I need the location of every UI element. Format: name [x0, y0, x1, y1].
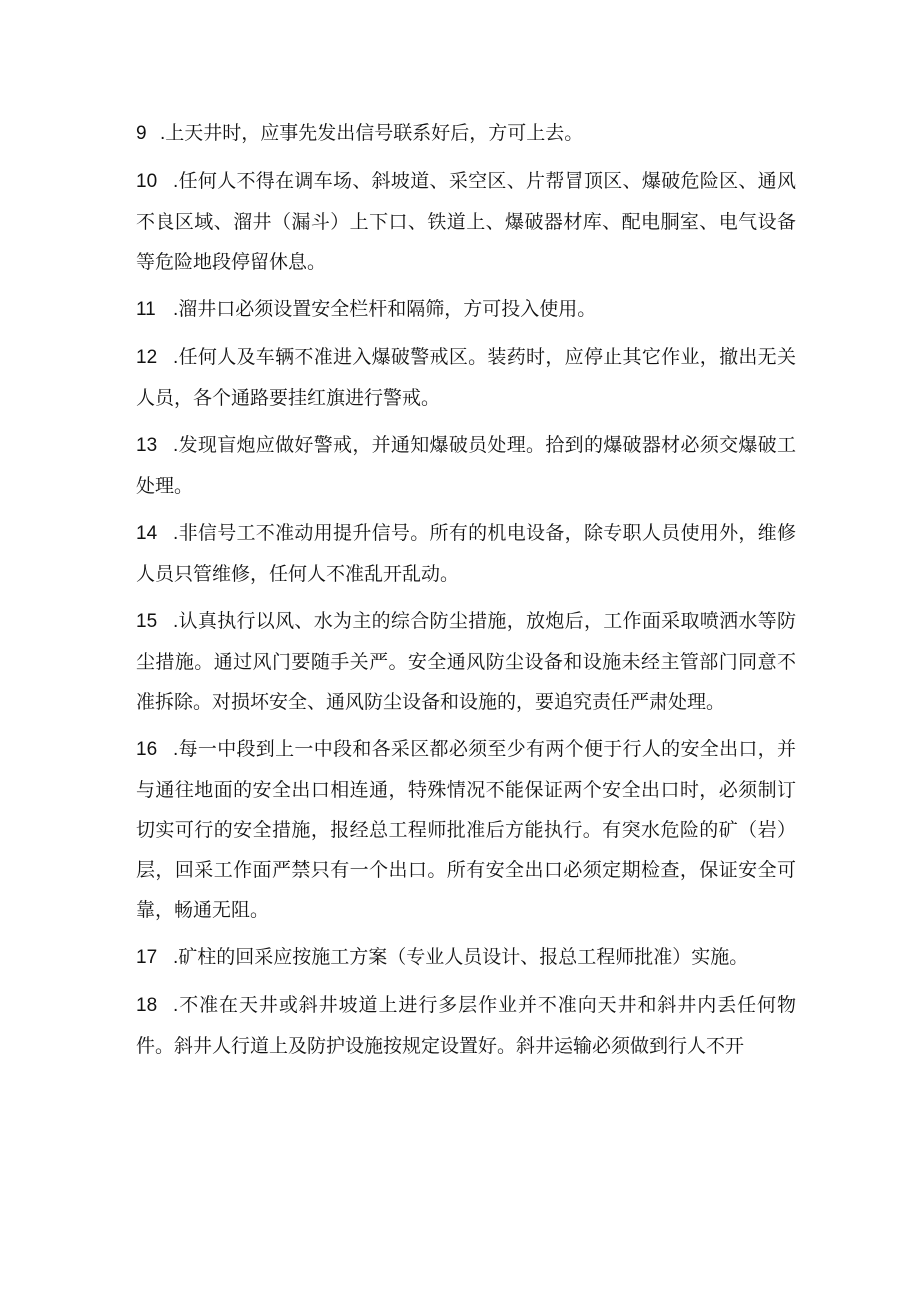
- rule-item-14: 14 .非信号工不准动用提升信号。所有的机电设备，除专职人员使用外，维修人员只管维修，任何人不准乱开乱动。: [136, 513, 796, 594]
- rule-number: 16: [136, 739, 158, 760]
- rule-number: 11: [136, 299, 156, 320]
- rule-number: 13: [136, 435, 158, 456]
- rule-number: 15: [136, 611, 158, 632]
- rule-text: 溜井口必须设置安全栏杆和隔筛，方可投入使用。: [178, 298, 597, 320]
- rule-text: 认真执行以风、水为主的综合防尘措施，放炮后，工作面采取喷洒水等防尘措施。通过风门要随手关严。安全通风防尘设备和设施未经主管部门同意不准拆除。对损坏安全、通风防尘设备和设施的，要追究责任严肃处理。: [136, 610, 796, 713]
- rule-text: 任何人及车辆不准进入爆破警戒区。装药时，应停止其它作业，撤出无关人员，各个通路要挂红旗进行警戒。: [136, 346, 796, 409]
- safety-rules-list: [136, 113, 796, 1073]
- rule-number: 17: [136, 947, 158, 968]
- rule-number: 9: [136, 123, 147, 144]
- rule-item-17: 17 .矿柱的回采应按施工方案（专业人员设计、报总工程师批准）实施。: [136, 937, 796, 978]
- rule-text: 非信号工不准动用提升信号。所有的机电设备，除专职人员使用外，维修人员只管维修，任何人不准乱开乱动。: [136, 522, 796, 585]
- rule-text: 发现盲炮应做好警戒，并通知爆破员处理。拾到的爆破器材必须交爆破工处理。: [136, 434, 796, 497]
- rule-item-13: 13 .发现盲炮应做好警戒，并通知爆破员处理。拾到的爆破器材必须交爆破工处理。: [136, 425, 796, 506]
- rule-item-15: 15 .认真执行以风、水为主的综合防尘措施，放炮后，工作面采取喷洒水等防尘措施。通过风门要随手关严。安全通风防尘设备和设施未经主管部门同意不准拆除。对损坏安全、通风防尘设备和设施的，要追究责任严肃处理。: [136, 601, 796, 722]
- rule-text: 每一中段到上一中段和各采区都必须至少有两个便于行人的安全出口，并与通往地面的安全出口相连通，特殊情况不能保证两个安全出口时，必须制订切实可行的安全措施，报经总工程师批准后方能执行。有突水危险的矿（岩）层，回采工作面严禁只有一个出口。所有安全出口必须定期检查，保证安全可靠，畅通无阻。: [136, 738, 796, 921]
- rule-text: 上天井时，应事先发出信号联系好后，方可上去。: [165, 122, 584, 144]
- rule-item-18: 18 .不准在天井或斜井坡道上进行多层作业并不准向天井和斜井内丢任何物件。斜井人行道上及防护设施按规定设置好。斜井运输必须做到行人不开: [136, 985, 796, 1066]
- rule-item-10: 10 .任何人不得在调车场、斜坡道、采空区、片帮冒顶区、爆破危险区、通风不良区域、溜井（漏斗）上下口、铁道上、爆破器材库、配电胴室、电气设备等危险地段停留休息。: [136, 161, 796, 282]
- rule-text: 任何人不得在调车场、斜坡道、采空区、片帮冒顶区、爆破危险区、通风不良区域、溜井（漏斗）上下口、铁道上、爆破器材库、配电胴室、电气设备等危险地段停留休息。: [136, 170, 796, 273]
- rule-number: 12: [136, 347, 158, 368]
- rule-text: 不准在天井或斜井坡道上进行多层作业并不准向天井和斜井内丢任何物件。斜井人行道上及防护设施按规定设置好。斜井运输必须做到行人不开: [136, 994, 796, 1057]
- rule-text: 矿柱的回采应按施工方案（专业人员设计、报总工程师批准）实施。: [178, 946, 749, 968]
- rule-number: 18: [136, 995, 158, 1016]
- rule-number: 14: [136, 523, 158, 544]
- rule-item-11: 11 .溜井口必须设置安全栏杆和隔筛，方可投入使用。: [136, 289, 796, 330]
- rule-item-9: 9 .上天井时，应事先发出信号联系好后，方可上去。: [136, 113, 796, 154]
- rule-item-16: 16 .每一中段到上一中段和各采区都必须至少有两个便于行人的安全出口，并与通往地面的安全出口相连通，特殊情况不能保证两个安全出口时，必须制订切实可行的安全措施，报经总工程师批准后方能执行。有突水危险的矿（岩）层，回采工作面严禁只有一个出口。所有安全出口必须定期检查，保证安全可靠，畅通无阻。: [136, 729, 796, 930]
- rule-number: 10: [136, 171, 158, 192]
- rule-item-12: 12 .任何人及车辆不准进入爆破警戒区。装药时，应停止其它作业，撤出无关人员，各个通路要挂红旗进行警戒。: [136, 337, 796, 418]
